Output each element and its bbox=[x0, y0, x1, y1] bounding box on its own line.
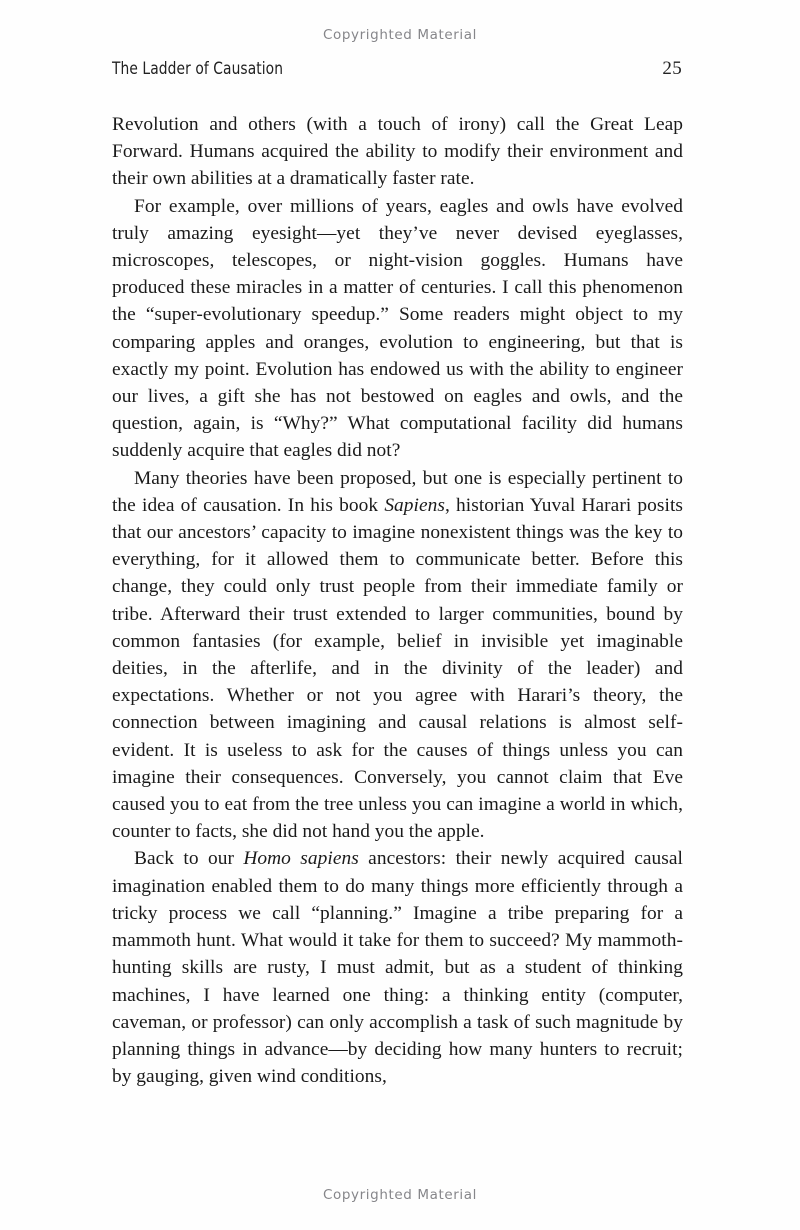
paragraph-3 bbox=[112, 465, 683, 846]
roman-run: Many theories have been proposed, but one is especially pertinent to the idea of causation. In his book bbox=[112, 467, 683, 516]
paragraph-2: For example, over millions of years, eagles and owls have evolved truly amazing eyesight—yet they’ve never devised eyeglasses, microscopes, telescopes, or night-vision goggles. Humans have produced these miracles in a matter of centuries. I call this phenomenon the “super-evolutionary speedup.” Some readers might object to my comparing apples and oranges, evolution to engineering, but that is exactly my point. Evolution has endowed us with the ability to engineer our lives, a gift she has not bestowed on eagles and owls, and the question, again, is “Why?” What computational facility did humans suddenly acquire that eagles did not? bbox=[112, 195, 683, 462]
body-text-column bbox=[112, 111, 683, 1090]
copyright-watermark-top: Copyrighted Material bbox=[323, 27, 477, 43]
copyright-watermark-bottom: Copyrighted Material bbox=[323, 1187, 477, 1203]
paragraph-4 bbox=[112, 845, 683, 1090]
paragraph-1: Revolution and others (with a touch of irony) call the Great Leap Forward. Humans acquired the ability to modify their environment and their own abilities at a dramatically faster rate. bbox=[112, 114, 683, 190]
page-number: 25 bbox=[662, 58, 682, 79]
roman-run: ancestors: their newly acquired causal imagination enabled them to do many things more efficiently through a tricky process we call “planning.” Imagine a tribe preparing for a mammoth hunt. What would it take for them to succeed? My mammoth-hunting skills are rusty, I must admit, but as a student of thinking machines, I have learned one thing: a thinking entity (computer, caveman, or professor) can only accomplish a task of such magnitude by planning things in advance—by deciding how many hunters to recruit; by gauging, given wind conditions, bbox=[112, 848, 683, 1088]
italic-run: Homo sapiens bbox=[243, 848, 359, 870]
roman-run: , historian Yuval Harari posits that our ancestors’ capacity to imagine nonexistent things was the key to everything, for it allowed them to communicate better. Before this change, they could only trust people from their immediate family or tribe. Afterward their trust extended to larger communities, bound by common fantasies (for example, belief in invisible yet imaginable deities, in the afterlife, and in the divinity of the leader) and expectations. Whether or not you agree with Harari’s theory, the connection between imagining and causal relations is almost self-evident. It is useless to ask for the causes of things unless you can imagine their consequences. Conversely, you cannot claim that Eve caused you to eat from the tree unless you can imagine a world in which, counter to facts, she did not hand you the apple. bbox=[112, 494, 683, 843]
running-head-title: The Ladder of Causation bbox=[112, 59, 284, 78]
running-head bbox=[112, 58, 682, 80]
roman-run: Back to our bbox=[134, 848, 244, 870]
italic-run: Sapiens bbox=[384, 494, 445, 516]
